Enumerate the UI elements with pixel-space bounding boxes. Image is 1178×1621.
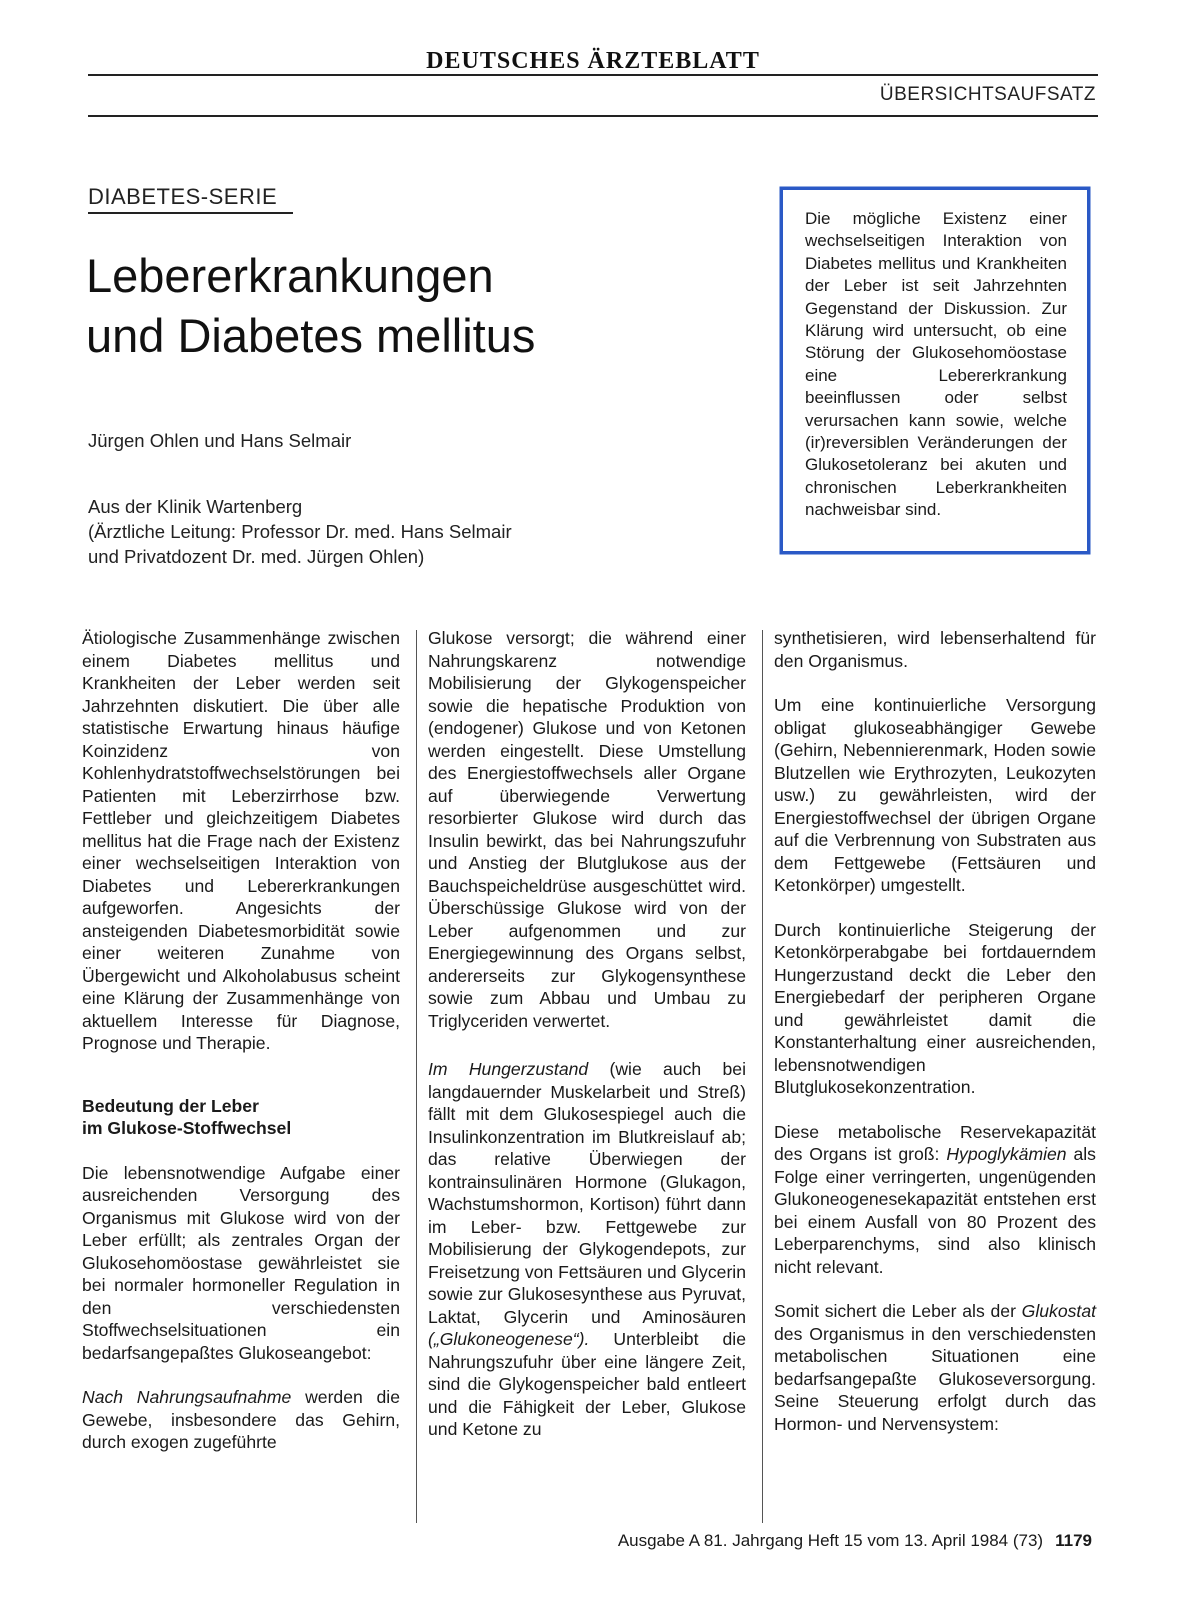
col3-paragraph-4 <box>774 1121 1096 1279</box>
abstract-box <box>780 187 1090 554</box>
section-label: ÜBERSICHTSAUFSATZ <box>879 84 1096 105</box>
col1-paragraph-2: Die lebensnotwendige Aufgabe einer ausreichenden Versorgung des Organismus mit Glukose wird von der Leber erfüllt; als zentrales Organ der Glukosehomöostase gewährleistet sie bei normaler hormoneller Regulation in den verschiedensten Stoffwechselsituationen ein bedarfsangepaßtes Glukoseangebot: <box>82 1162 400 1363</box>
column-divider-2 <box>762 630 763 1523</box>
abstract-text: Die mögliche Existenz einer wechselseitigen Interaktion von Diabetes mellitus und Krankheiten der Leber ist seit Jahrzehnten Gegenstand der Diskussion. Zur Klärung wird untersucht, ob eine Störung der Glukosehomöostase eine Lebererkrankung beeinflussen oder selbst verursachen kann sowie, welche (ir)reversiblen Veränderungen der Glukosetoleranz bei akuten und chronischen Leberkrankheiten nachweisbar sind. <box>805 209 1067 520</box>
col2-p2-italic-2: („Glukoneogenese“). <box>428 1329 590 1349</box>
journal-masthead: DEUTSCHES ÄRZTEBLATT <box>426 48 760 74</box>
col3-p5-b: des Organismus in den verschiedensten metabolischen Situationen eine bedarfsangepaßte Glukoseversorgung. Seine Steuerung erfolgt durch das Hormon- und Nervensystem: <box>774 1323 1096 1434</box>
authors: Jürgen Ohlen und Hans Selmair <box>88 430 352 451</box>
header-rule-top <box>88 74 1098 76</box>
col2-paragraph-1: Glukose versorgt; die während einer Nahrungskarenz notwendige Mobilisierung der Glykogenspeicher sowie die hepatische Produktion von (endogener) Glukose und von Ketonen werden eingestellt. Diese Umstellung des Energiestoffwechsels aller Organe auf überwiegende Verwertung resorbierter Glukose wird durch das Insulin bewirkt, das bei Nahrungszufuhr und Anstieg der Blutglukose aus der Bauchspeicheldrüse ausgeschüttet wird. Überschüssige Glukose wird von der Leber aufgenommen und zur Energiegewinnung des Organs selbst, andererseits zur Glykogensynthese sowie zum Abbau und Umbau zu Triglyceriden verwertet. <box>428 628 746 1031</box>
header-rule-bottom <box>88 115 1098 117</box>
body-column-1 <box>82 627 400 1476</box>
col3-paragraph-3: Durch kontinuierliche Steigerung der Ketonkörperabgabe bei fortdauerndem Hungerzustand deckt die Leber den Energiebedarf der peripheren Organe und gewährleistet damit die Konstanterhaltung einer ausreichenden, lebensnotwendigen Blutglukosekonzentration. <box>774 919 1096 1097</box>
col3-p4-italic: Hypoglykämien <box>946 1144 1067 1164</box>
affiliation <box>88 494 512 569</box>
col2-p2-mid: (wie auch bei langdauernder Muskelarbeit und Streß) fällt mit dem Glukosespiegel auch die Insulinkonzentration im Blutkreislauf ab; das relative Überwiegen der kontrainsulinären Hormone (Glukagon, Wachstumshormon, Kortison) führt dann im Leber- bzw. Fettgewebe zur Mobilisierung der Glykogendepots, zur Freisetzung von Fettsäuren und Glycerin sowie zur Glukosesynthese aus Pyruvat, Laktat, Glycerin und Aminosäuren <box>428 1059 746 1327</box>
affiliation-line-2: (Ärztliche Leitung: Professor Dr. med. Hans Selmair <box>88 521 512 542</box>
col3-paragraph-2: Um eine kontinuierliche Versorgung obligat glukoseabhängiger Gewebe (Gehirn, Nebennierenmark, Hoden sowie Blutzellen wie Erythrozyten, Leukozyten usw.) zu gewährleisten, wird der Energiestoffwechsel der übrigen Organe auf die Verbrennung von Substraten aus dem Fettgewebe (Fettsäuren und Ketonkörper) umgestellt. <box>774 695 1096 895</box>
article-title <box>86 246 686 366</box>
heading-line-2: im Glukose-Stoffwechsel <box>82 1118 292 1138</box>
col1-p3-italic: Nach Nahrungsaufnahme <box>82 1387 292 1407</box>
affiliation-line-3: und Privatdozent Dr. med. Jürgen Ohlen) <box>88 546 425 567</box>
title-line-1: Lebererkrankungen <box>86 249 494 302</box>
col3-paragraph-5 <box>774 1300 1096 1435</box>
col1-paragraph-3 <box>82 1386 400 1454</box>
col1-paragraph-1: Ätiologische Zusammenhänge zwischen einem Diabetes mellitus und Krankheiten der Leber werden seit Jahrzehnten diskutiert. Die über alle statistische Erwartung hinaus häufige Koinzidenz von Kohlenhydratstoffwechselstörungen bei Patienten mit Leberzirrhose bzw. Fettleber und gleichzeitigem Diabetes mellitus hat die Frage nach der Existenz einer wechselseitigen Interaktion von Diabetes und Lebererkrankungen aufgeworfen. Angesichts der ansteigenden Diabetesmorbidität sowie einer weiteren Zunahme von Übergewicht und Alkoholabusus scheint eine Klärung der Zusammenhänge von aktuellem Interesse für Diagnose, Prognose und Therapie. <box>82 628 400 1053</box>
series-label: DIABETES-SERIE <box>88 184 278 209</box>
section-heading <box>82 1095 400 1140</box>
col3-paragraph-1: synthetisieren, wird lebenserhaltend für den Organismus. <box>774 628 1096 671</box>
col2-p2-rest: Unterbleibt die Nahrungszufuhr über eine längere Zeit, sind die Glykogenspeicher bald entleert und die Fähigkeit der Leber, Glukose und Ketone zu <box>428 1329 746 1439</box>
col3-p4-b: als Folge einer verringerten, ungenügenden Glukoneogenesekapazität entstehen erst bei einem Ausfall von 80 Prozent des Leberparenchyms, sind also klinisch nicht relevant. <box>774 1144 1096 1277</box>
series-underline <box>88 212 293 214</box>
page-number: 1179 <box>1055 1531 1092 1550</box>
body-column-2 <box>428 627 746 1463</box>
page-footer <box>618 1531 1092 1551</box>
column-divider-1 <box>416 630 417 1523</box>
body-column-3 <box>774 627 1096 1457</box>
col1-p3-rest: werden die Gewebe, insbesondere das Gehirn, durch exogen zugeführte <box>82 1387 400 1452</box>
heading-line-1: Bedeutung der Leber <box>82 1095 259 1116</box>
col2-paragraph-2 <box>428 1058 746 1441</box>
col3-p5-a: Somit sichert die Leber als der <box>774 1301 1022 1321</box>
title-line-2: und Diabetes mellitus <box>86 309 536 362</box>
col3-p4-a: Diese metabolische Reservekapazität des Organs ist groß: <box>774 1121 1096 1164</box>
col2-p2-italic: Im Hungerzustand <box>428 1059 589 1079</box>
col3-p5-italic: Glukostat <box>1021 1301 1096 1321</box>
issue-info: Ausgabe A 81. Jahrgang Heft 15 vom 13. April 1984 (73) <box>617 1531 1044 1550</box>
affiliation-line-1: Aus der Klinik Wartenberg <box>88 496 303 517</box>
